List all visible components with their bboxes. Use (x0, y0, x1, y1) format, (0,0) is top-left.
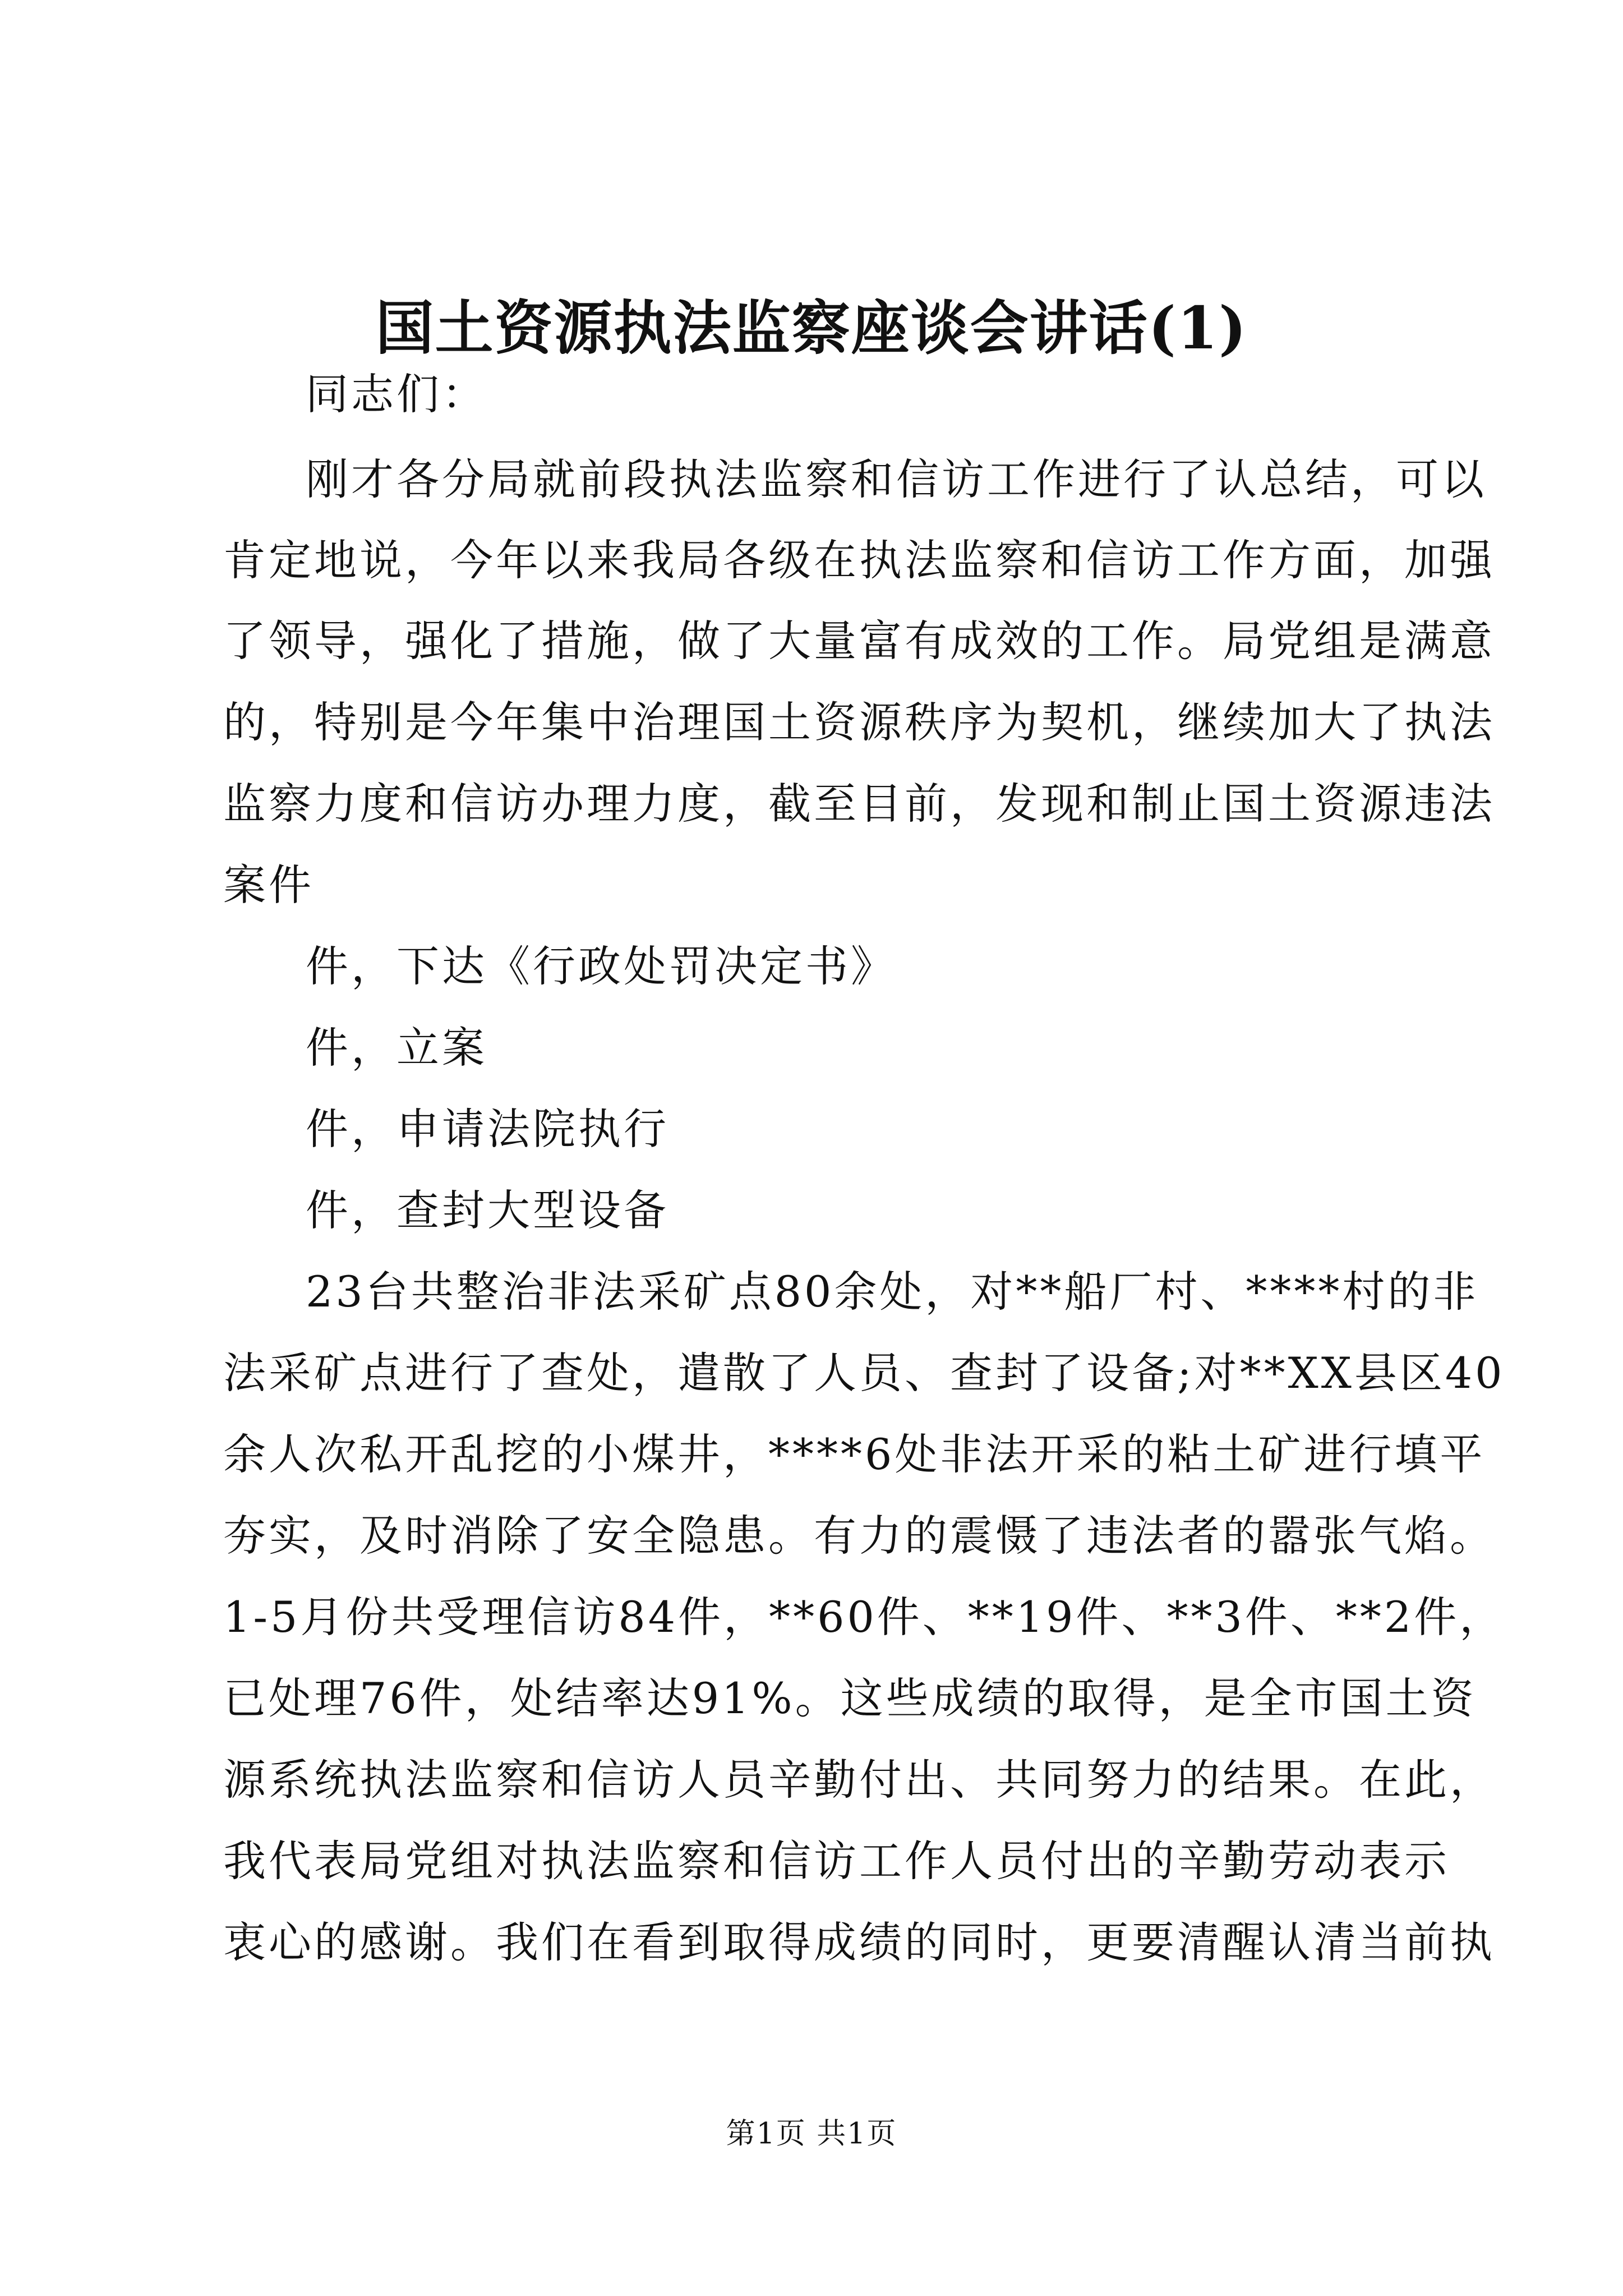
paragraph-line: 了领导，强化了措施，做了大量富有成效的工作。局党组是满意 (223, 616, 1495, 666)
paragraph-line: 衷心的感谢。我们在看到取得成绩的同时，更要清醒认清当前执 (223, 1917, 1495, 1967)
list-item: 件，查封大型设备 (306, 1185, 669, 1235)
paragraph-line: 监察力度和信访办理力度，截至目前，发现和制止国土资源违法 (223, 779, 1495, 829)
paragraph-line: 余人次私开乱挖的小煤井，****6处非法开采的粘土矿进行填平 (223, 1429, 1486, 1479)
paragraph-line: 23台共整治非法采矿点80余处，对**船厂村、****村的非 (306, 1267, 1479, 1317)
page-footer: 第1页 共1页 (726, 2117, 897, 2151)
paragraph-line: 法采矿点进行了查处，遣散了人员、查封了设备;对**XX县区40 (223, 1348, 1505, 1398)
document-title: 国土资源执法监察座谈会讲话(1) (375, 293, 1248, 362)
paragraph-line: 我代表局党组对执法监察和信访工作人员付出的辛勤劳动表示 (223, 1836, 1450, 1886)
paragraph-line: 已处理76件，处结率达91%。这些成绩的取得，是全市国土资 (223, 1673, 1477, 1723)
paragraph-line: 1-5月份共受理信访84件，**60件、**19件、**3件、**2件， (223, 1592, 1505, 1642)
paragraph-line: 源系统执法监察和信访人员辛勤付出、共同努力的结果。在此， (223, 1755, 1495, 1805)
paragraph-line: 的，特别是今年集中治理国土资源秩序为契机，继续加大了执法 (223, 697, 1495, 747)
paragraph-line: 刚才各分局就前段执法监察和信访工作进行了认总结，可以 (306, 454, 1487, 504)
list-item: 件，下达《行政处罚决定书》 (306, 941, 896, 991)
list-item: 件，立案 (306, 1023, 487, 1073)
salutation: 同志们： (306, 369, 487, 419)
paragraph-line: 肯定地说，今年以来我局各级在执法监察和信访工作方面，加强 (223, 535, 1495, 585)
paragraph-line: 夯实，及时消除了安全隐患。有力的震慑了违法者的嚣张气焰。 (223, 1511, 1495, 1561)
list-item: 件，申请法院执行 (306, 1104, 669, 1154)
paragraph-line: 案件 (223, 860, 314, 910)
